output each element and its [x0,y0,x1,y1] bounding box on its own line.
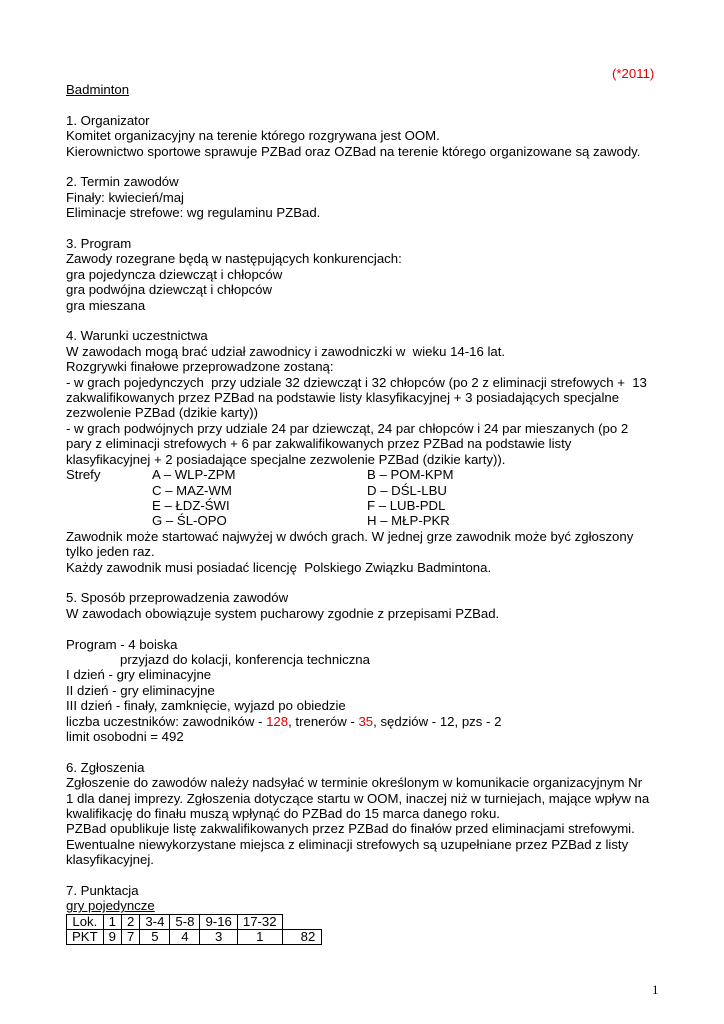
text-line: 1 dla danej imprezy. Zgłoszenia dotyczące startu w OOM, inaczej niż w turniejach, mające wpływ na [66,790,650,806]
text-line: - w grach pojedynczych przy udziale 32 dziewcząt i 32 chłopców (po 2 z eliminacji strefowych + 13 [66,374,647,390]
text-line: gra mieszana [66,297,146,313]
participants-line [66,714,686,729]
program-heading: Program - 4 boiska [66,636,178,652]
zone-h: H – MŁP-PKR [367,513,450,529]
section-heading: 6. Zgłoszenia [66,759,145,775]
players-count: 128 [266,713,289,729]
zone-a: A – WLP-ZPM [152,467,236,483]
text-line: klasyfikacyjnej + 2 posiadające specjalne zezwolenie PZBad (dzikie karty)). [66,451,506,467]
zone-d: D – DŚL-LBU [367,482,447,498]
section-heading: 7. Punktacja [66,883,139,898]
zone-c: C – MAZ-WM [152,482,232,498]
table-cell: 3 [200,929,237,944]
text-line: gra pojedyncza dziewcząt i chłopców [66,266,283,282]
text-line: Kierownictwo sportowe sprawuje PZBad oraz OZBad na terenie którego organizowane są zawody. [66,143,641,159]
zone-g: G – ŚL-OPO [152,513,227,529]
table-row [67,914,322,929]
table-cell: 1 [103,914,121,929]
text-line: Zgłoszenie do zawodów należy nadsyłać w terminie określonym w komunikacie organizacyjnym Nr [66,775,643,791]
table-cell: 5-8 [170,914,200,929]
program-day: II dzień - gry eliminacyjne [66,682,215,698]
text-line: Rozgrywki finałowe przeprowadzone zostaną: [66,359,334,375]
text-line: W zawodach obowiązuje system pucharowy zgodnie z przepisami PZBad. [66,605,500,621]
table-row [67,929,322,944]
table-cell: Lok. [67,914,104,929]
text-line: zakwalifikowanych przez PZBad na podstawie listy klasyfikacyjnej + 3 posiadających specjalne [66,390,620,406]
table-cell: 4 [170,929,200,944]
text-line: W zawodach mogą brać udział zawodnicy i zawodniczki w wieku 14-16 lat. [66,343,506,359]
page-number: 1 [652,982,659,997]
text-line: Ewentualne niewykorzystane miejsca z eliminacji strefowych są uzupełniane przez PZBad z listy [66,836,629,852]
program-day: I dzień - gry eliminacyjne [66,667,212,683]
program-arrival: przyjazd do kolacji, konferencja techniczna [120,651,370,667]
points-subheading: gry pojedyncze [66,898,155,914]
text-line: Zawody rozegrane będą w następujących konkurencjach: [66,251,402,267]
limit-line: limit osobodni = 492 [66,728,184,744]
table-cell: 9 [103,929,121,944]
section-heading: 1. Organizator [66,112,150,128]
program-day: III dzień - finały, zamknięcie, wyjazd po obiedzie [66,698,346,714]
document-body [66,82,686,945]
table-cell: PKT [67,929,104,944]
table-cell: 3-4 [140,914,170,929]
section-heading: 2. Termin zawodów [66,174,179,190]
text-line: kwalifikację do finału muszą wpłynąć do PZBad do 15 marca danego roku. [66,805,500,821]
document-title: Badminton [66,82,130,97]
participants-mid: , trenerów - [288,713,359,729]
zones-grid [66,467,686,529]
table-cell: 2 [122,914,140,929]
section-heading: 3. Program [66,236,132,252]
zones-label: Strefy [66,467,101,483]
text-line: PZBad opublikuje listę zakwalifikowanych przez PZBad do finałów przed eliminacjami strefowymi. [66,821,635,837]
text-line: Zawodnik może startować najwyżej w dwóch grach. W jednej grze zawodnik może być zgłoszony [66,528,634,544]
participants-prefix: liczba uczestników: zawodników - [66,713,267,729]
points-table [66,914,322,945]
text-line: Każdy zawodnik musi posiadać licencję Polskiego Związku Badmintona. [66,559,492,575]
zone-e: E – ŁDZ-ŚWI [152,497,230,513]
text-line: Finały: kwiecień/maj [66,189,184,205]
table-cell: 7 [122,929,140,944]
table-cell: 17-32 [237,914,282,929]
text-line: gra podwójna dziewcząt i chłopców [66,282,272,298]
text-line: zezwolenie PZBad (dzikie karty)) [66,405,259,421]
table-cell: 9-16 [200,914,237,929]
coaches-count: 35 [358,713,374,729]
section-heading: 4. Warunki uczestnictwa [66,328,208,344]
table-cell: 1 [237,929,282,944]
participants-suffix: , sędziów - 12, pzs - 2 [373,713,502,729]
table-cell: 5 [140,929,170,944]
text-line: Eliminacje strefowe: wg regulaminu PZBad. [66,205,321,221]
text-line: tylko jeden raz. [66,544,155,560]
text-line: - w grach podwójnych przy udziale 24 par dziewcząt, 24 par chłopców i 24 par mieszanych (po 2 [66,420,629,436]
text-line: Komitet organizacyjny na terenie którego rozgrywana jest OOM. [66,128,440,144]
points-total: 82 [282,929,322,944]
section-heading: 5. Sposób przeprowadzenia zawodów [66,590,289,606]
zone-b: B – POM-KPM [367,467,454,483]
text-line: pary z eliminacji strefowych + 6 par zakwalifikowanych przez PZBad na podstawie listy [66,436,572,452]
year-tag: (*2011) [612,66,655,81]
text-line: klasyfikacyjnej. [66,852,154,868]
zone-f: F – LUB-PDL [367,497,446,513]
